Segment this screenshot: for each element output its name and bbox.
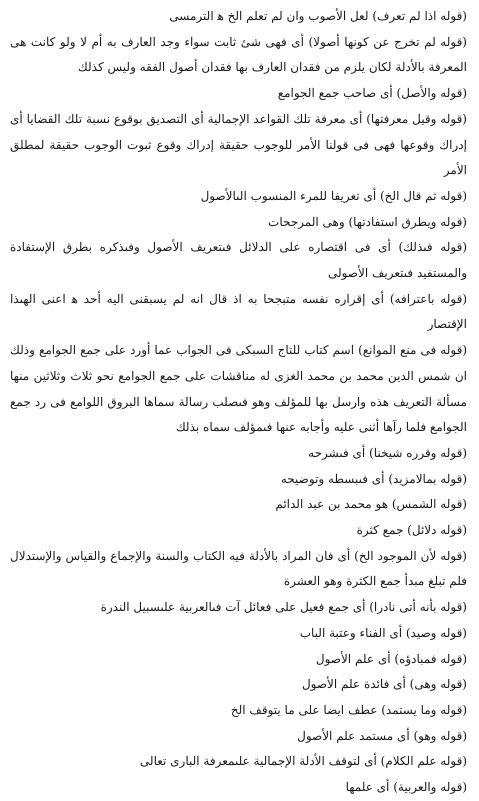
commentary-note: (قوله لأن الموجود الخ) أى فان المراد بالأدلة فيه الكتاب والسنة والإجماع والقياس والإستدلال فلم تبلغ مبدأ جمع الكثرة وهو العشرة — [10, 548, 467, 589]
commentary-note: (قوله وهو) أى مستمد علم الأصول — [297, 728, 467, 743]
commentary-note: (قوله بأنه أتى نادرا) أى جمع فعيل على فعائل آت فىالعربية علىسبيل الندرة — [100, 600, 467, 615]
commentary-note: (قوله وقيل معرفتها) أى معرفة تلك القواعد الإجمالية أى التصديق بوقوع نسبة تلك القضايا أى إدراك وقوعها فهى فى قولنا الأمر للوجوب حقيقة إدراك وقوع ثبوت الوجوب حقيقة لمطلق الأمر — [10, 111, 467, 178]
commentary-note: (قوله والأصل) أى صاحب جمع الجوامع — [277, 86, 467, 101]
commentary-note: (قوله دلائل) جمع كثرة — [356, 523, 467, 538]
commentary-note: (قوله باعترافه) أى إقراره نفسه متبجحا به اذ قال انه لم يسبقنى اليه أحد ﻫ اعنى الهىذا الإقتصار — [10, 291, 467, 332]
commentary-note: (قوله وهى) أى فائدة علم الأصول — [301, 677, 467, 692]
commentary-note: (قوله فى منع الموانع) اسم كتاب للتاج السبكى فى الجواب عما أورد على جمع الجوامع وذلك ان شمس الدين محمد بن محمد الغزى له مناقشات على جمع الجوامع نحو ثلاث وثلاثين منها مسألة التعريف هذه وارسل بها للمؤلف وهو فىصلب رسالة سماها البروق اللوامع فى رد جمع الجوامع فلما رآها أثنى عليه وأجابه عنها فىمؤلف سماه بذلك — [10, 343, 467, 435]
commentary-note: (قوله لم تخرج عن كونها أصولا) أى فهى شئ ثابت سواء وجد العارف به أم لا ولو كانت هى المعرفة بالأدلة لكان يلزم من فقدان العارف بها فقدان أصول الفقه وليس كذلك — [10, 34, 467, 75]
commentary-note: (قوله ويطرق استفادتها) وهى المرجحات — [268, 214, 467, 229]
commentary-note: (قوله وقرره شيخنا) أى فىشرحه — [308, 445, 467, 460]
commentary-note: (قوله والعربية) أى علمها — [345, 780, 467, 795]
commentary-note: (قوله علم الكلام) أى لتوقف الأدلة الإجمالية علىمعرفة البارى تعالى — [139, 754, 467, 769]
commentary-note: (قوله وما يستمد) عطف ايضا على ما يتوقف الخ — [230, 702, 467, 717]
commentary-note: (قوله وصيد) أى الفناء وعتبة الباب — [299, 625, 467, 640]
commentary-note: (قوله فىذلك) أى فى اقتصاره على الدلائل فىتعريف الأصول وفىذكره بطرق الإستفادة والمستفيد فىتعريف الأصولى — [10, 240, 467, 281]
commentary-note: (قوله ثم قال الخ) أى تعريفا للمرء المنسوب الىالأصول — [200, 188, 467, 203]
commentary-note: (قوله الشمس) هو محمد بن عبد الدائم — [275, 497, 467, 512]
commentary-note: (قوله بمالامزيد) أى فىبسطه وتوضيحه — [280, 471, 467, 486]
commentary-note: (قوله اذا لم تعرف) لعل الأصوب وان لم تعلم الخ ﻫ الترمسى — [169, 9, 467, 23]
commentary-note: (قوله فمبادؤه) أى علم الأصول — [315, 651, 467, 666]
